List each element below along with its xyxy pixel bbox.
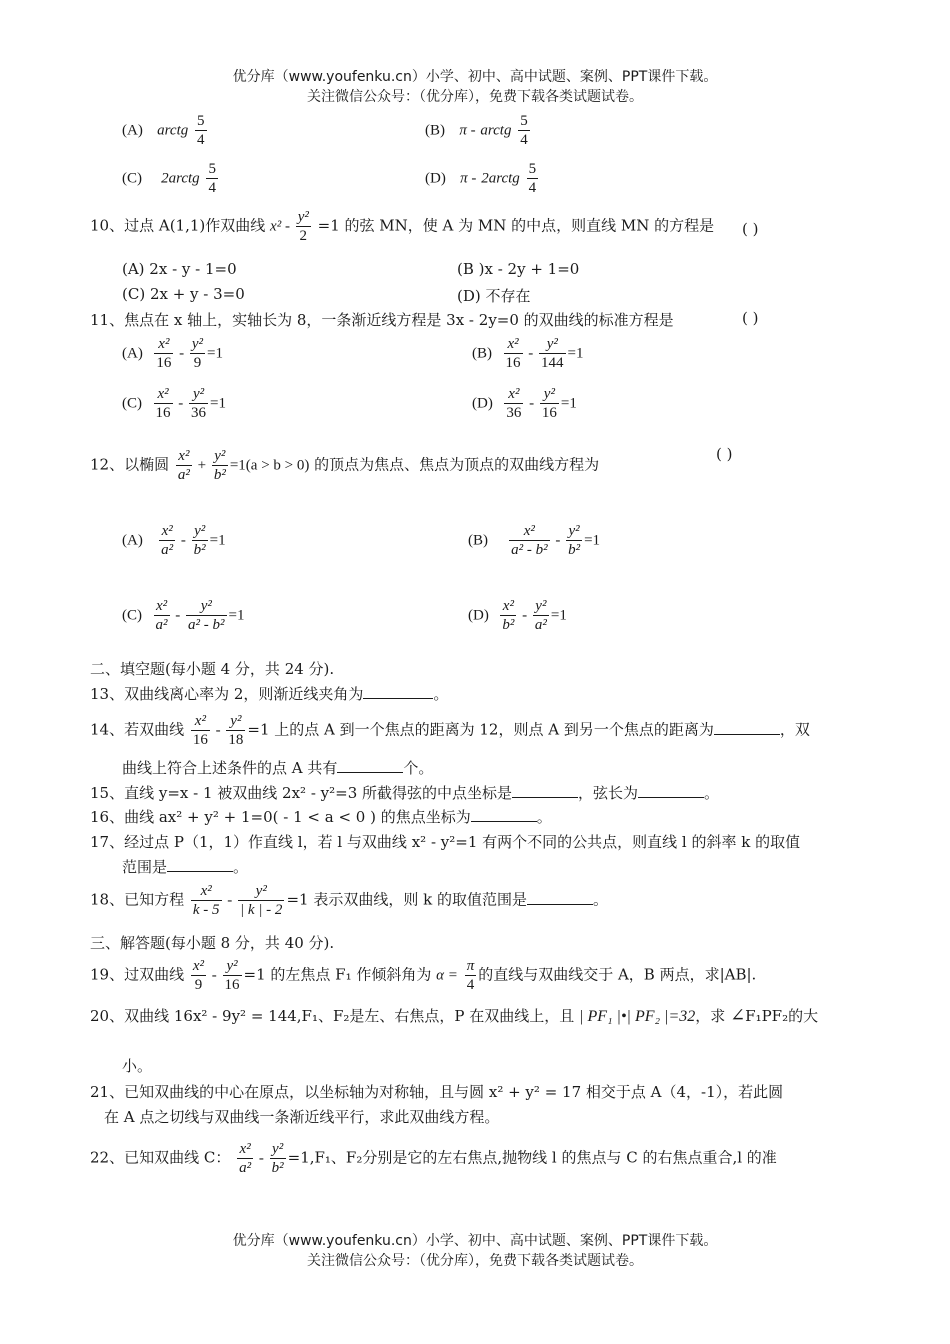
q10-answer-paren: ( ) <box>742 220 759 238</box>
section-3-heading: 三、解答题(每小题 8 分，共 40 分). <box>90 934 335 952</box>
q9-option-d: (D) π - 2arctg $\frac{5}{4}$ <box>425 161 537 196</box>
q9-option-a: (A) arctg $\frac{5}{4}$ <box>122 113 205 148</box>
q11-option-c: (C) $\frac{\text{x²}}{16}$ - $\frac{\text{y²}}{36}$ =1 <box>122 386 227 421</box>
q19: 19、过双曲线 $\frac{\text{x²}}{9}$ - $\frac{\text{y²}}{16}$ =1 的左焦点 F₁ 作倾斜角为 α = $\frac{\pi}{4}$ 的直线与双曲线交于 A，B 两点，求|AB|. <box>90 958 757 993</box>
q10-option-c: (C) 2x + y - 3=0 <box>122 285 245 303</box>
q11-answer-paren: ( ) <box>742 309 759 327</box>
q12-answer-paren: ( ) <box>716 445 733 463</box>
footer-line-2: 关注微信公众号：（优分库），免费下载各类试题试卷。 <box>307 1253 643 1269</box>
header-line-1: 优分库（www.youfenku.cn）小学、初中、高中试题、案例、PPT课件下载。 <box>232 69 718 85</box>
q12-option-a: (A) $\frac{\text{x²}}{\text{a²}}$ - $\frac{\text{y²}}{\text{b²}}$ =1 <box>122 523 226 558</box>
q20-line-2: 小。 <box>122 1057 153 1075</box>
q10-option-d: (D) 不存在 <box>457 287 531 305</box>
q20-line-1: 20、双曲线 16x² - 9y² = 144,F₁、F₂是左、右焦点，P 在双曲线上，且 | PF₁ |•| PF₂ |=32，求 ∠F₁PF₂的大 <box>90 1005 819 1026</box>
q11-stem: 11、焦点在 x 轴上，实轴长为 8，一条渐近线方程是 3x - 2y=0 的双曲线的标准方程是 <box>90 311 674 329</box>
footer-line-1: 优分库（www.youfenku.cn）小学、初中、高中试题、案例、PPT课件下载。 <box>232 1233 718 1249</box>
header-line-2: 关注微信公众号：（优分库），免费下载各类试题试卷。 <box>307 89 643 105</box>
q15: 15、直线 y=x - 1 被双曲线 2x² - y²=3 所截得弦的中点坐标是 ，弦长为 。 <box>90 784 720 802</box>
q21-line-1: 21、已知双曲线的中心在原点，以坐标轴为对称轴，且与圆 x² + y² = 17 相交于点 A（4，-1），若此圆 <box>90 1083 784 1101</box>
q18: 18、已知方程 $\frac{\text{x²}}{k - 5}$ - $\frac{\text{y²}}{| k | - 2}$ =1 表示双曲线，则 k 的取值范围是 。 <box>90 883 608 918</box>
section-2-heading: 二、填空题(每小题 4 分，共 24 分). <box>90 660 335 678</box>
q14-line-1: 14、若双曲线 $\frac{\text{x²}}{16}$ - $\frac{\text{y²}}{18}$ =1 上的点 A 到一个焦点的距离为 12，则点 A 到另一个焦点的距离为 ，双 <box>90 713 810 748</box>
q11-option-a: (A) $\frac{\text{x²}}{16}$ - $\frac{\text{y²}}{9}$ =1 <box>122 336 223 371</box>
q11-option-d: (D) $\frac{\text{x²}}{36}$ - $\frac{\text{y²}}{16}$ =1 <box>472 386 577 421</box>
q12-stem: 12、以椭圆 $\frac{\text{x²}}{\text{a²}}$ + $\frac{\text{y²}}{\text{b²}}$ =1(a > b > 0) 的顶点为焦点、焦点为顶点的双曲线方程为 <box>90 448 600 483</box>
q9-option-b: (B) π - arctg $\frac{5}{4}$ <box>425 113 528 148</box>
q9-option-c: (C) 2arctg $\frac{5}{4}$ <box>122 161 216 196</box>
q22-line-1: 22、已知双曲线 C： $\frac{\text{x²}}{\text{a²}}$ - $\frac{\text{y²}}{\text{b²}}$ =1,F₁、F₂分别是它的左右焦点,抛物线 l 的焦点与 C 的右焦点重合,l 的准 <box>90 1141 777 1176</box>
q12-option-b: (B) $\frac{\text{x²}}{\text{a² - b²}}$ - $\frac{\text{y²}}{\text{b²}}$ =1 <box>468 523 601 558</box>
q10-option-b: (B )x - 2y + 1=0 <box>457 260 580 278</box>
q14-line-2: 曲线上符合上述条件的点 A 共有 个。 <box>122 759 434 777</box>
q10-stem: 10、过点 A(1,1)作双曲线 x² - $\frac{\text{y²}}{2}$ =1 的弦 MN，使 A 为 MN 的中点，则直线 MN 的方程是 <box>90 209 715 244</box>
q16: 16、曲线 ax² + y² + 1=0( - 1 < a < 0 ) 的焦点坐标为 。 <box>90 808 552 826</box>
q10-option-a: (A) 2x - y - 1=0 <box>122 260 237 278</box>
q12-option-d: (D) $\frac{\text{x²}}{\text{b²}}$ - $\frac{\text{y²}}{\text{a²}}$ =1 <box>468 598 567 633</box>
q12-option-c: (C) $\frac{\text{x²}}{\text{a²}}$ - $\frac{\text{y²}}{\text{a² - b²}}$ =1 <box>122 598 245 633</box>
q17-line-2: 范围是 。 <box>122 858 249 876</box>
q17-line-1: 17、经过点 P（1，1）作直线 l，若 l 与双曲线 x² - y²=1 有两个不同的公共点，则直线 l 的斜率 k 的取值 <box>90 833 801 851</box>
q13: 13、双曲线离心率为 2，则渐近线夹角为 。 <box>90 685 449 703</box>
q21-line-2: 在 A 点之切线与双曲线一条渐近线平行，求此双曲线方程。 <box>104 1108 500 1126</box>
q11-option-b: (B) $\frac{\text{x²}}{16}$ - $\frac{\text{y²}}{144}$ =1 <box>472 336 584 371</box>
